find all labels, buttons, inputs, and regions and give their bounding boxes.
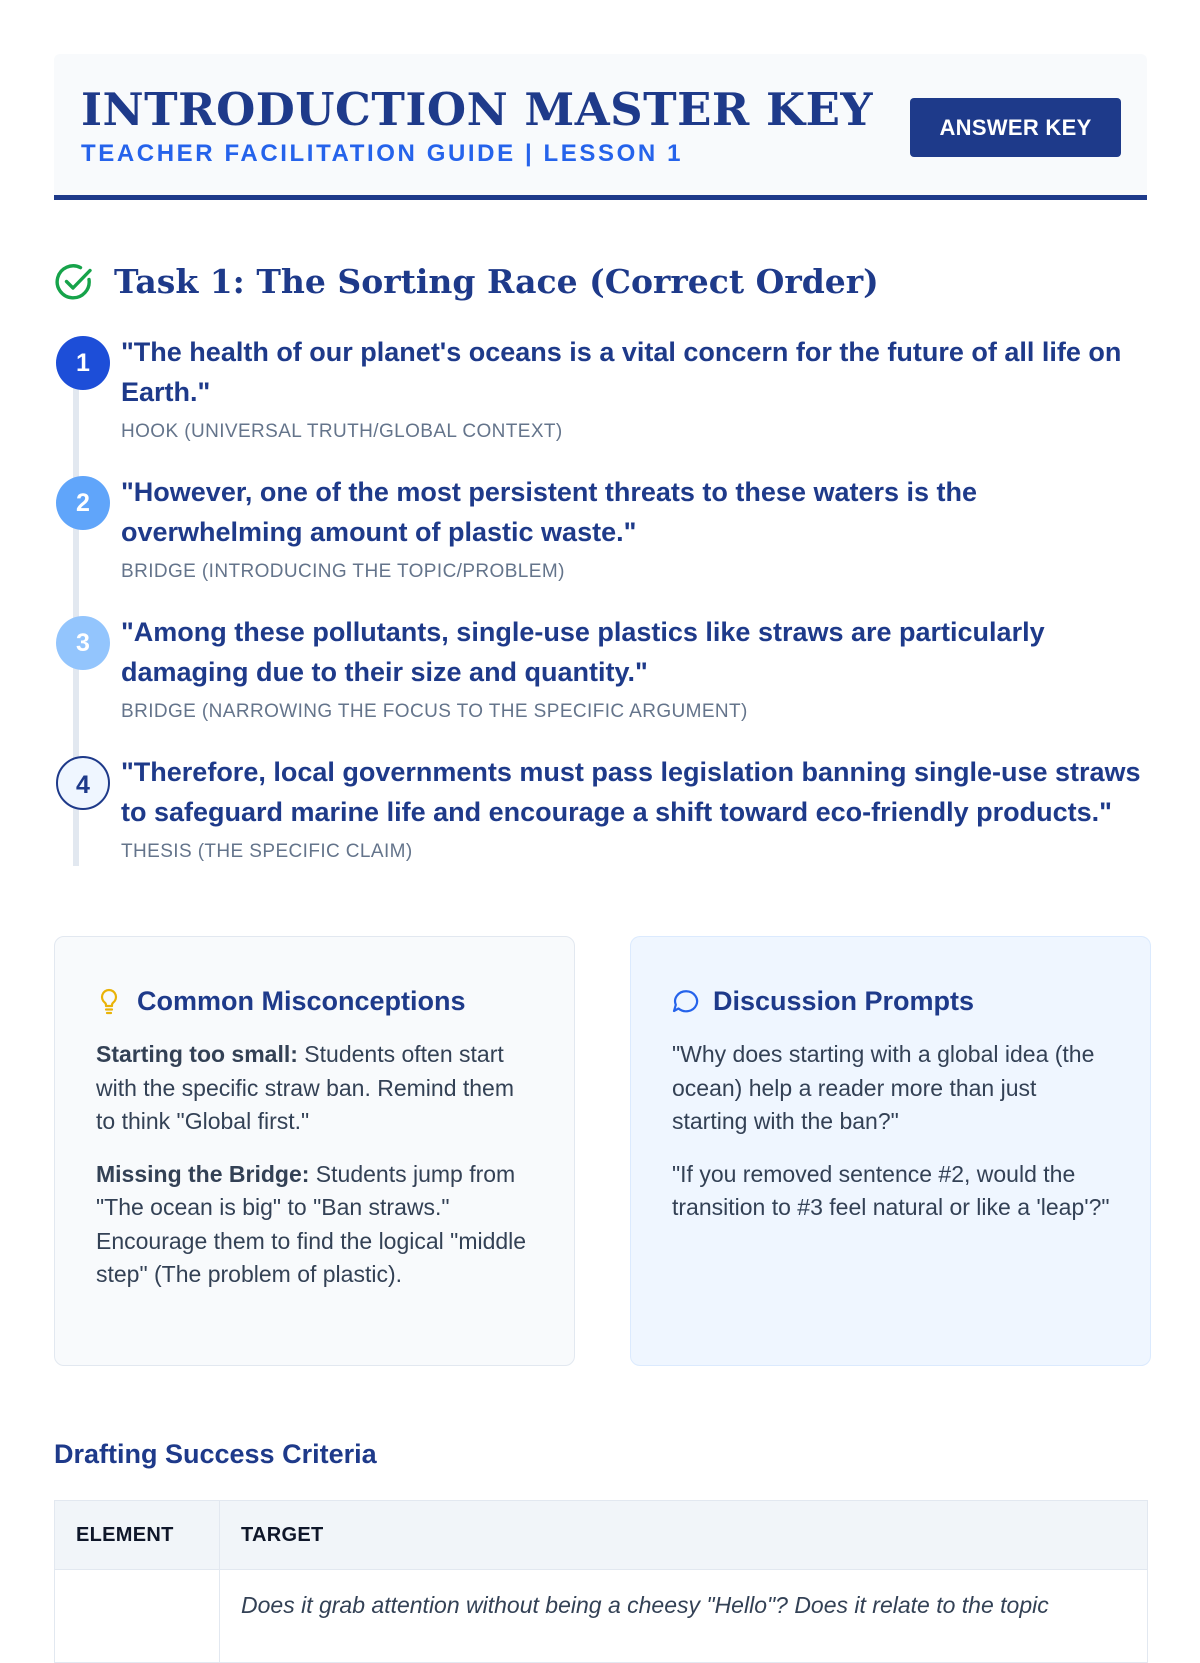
task1-title: Task 1: The Sorting Race (Correct Order) <box>114 262 879 301</box>
check-circle-icon <box>54 262 94 302</box>
discussion-title: Discussion Prompts <box>713 986 975 1016</box>
step-quote: "Therefore, local governments must pass legislation banning single-use straws to safeguard marine life and encourage a shift toward eco-friendly products." <box>121 757 1141 827</box>
page-title: INTRODUCTION MASTER KEY <box>81 83 873 136</box>
discussion-prompt: "Why does starting with a global idea (the ocean) help a reader more than just starting with the ban?" <box>672 1041 1095 1134</box>
cell-target: Does it grab attention without being a cheesy "Hello"? Does it relate to the topic <box>220 1570 1148 1663</box>
criteria-table <box>54 1500 1148 1663</box>
misconceptions-title: Common Misconceptions <box>137 986 466 1016</box>
misconception-text: Students often start with the specific straw ban. Remind them to think "Global first." <box>96 1041 515 1134</box>
misconceptions-body <box>96 1038 536 1311</box>
cell-element <box>55 1570 220 1663</box>
step-quote: "The health of our planet's oceans is a vital concern for the future of all life on Earth." <box>121 337 1122 407</box>
discussion-card <box>630 936 1151 1366</box>
column-header-element: ELEMENT <box>55 1501 220 1570</box>
discussion-prompt: "If you removed sentence #2, would the transition to #3 feel natural or like a 'leap'?" <box>672 1160 1110 1220</box>
misconception-item <box>96 1158 536 1292</box>
step-label: BRIDGE (INTRODUCING THE TOPIC/PROBLEM) <box>121 561 565 582</box>
misconceptions-card <box>54 936 575 1366</box>
answer-key-button[interactable]: ANSWER KEY <box>910 98 1121 157</box>
table-row <box>55 1570 1148 1663</box>
criteria-header-row <box>55 1501 1148 1570</box>
step-number-badge: 4 <box>56 756 110 810</box>
page-subtitle: TEACHER FACILITATION GUIDE | LESSON 1 <box>81 140 684 167</box>
step-label: HOOK (UNIVERSAL TRUTH/GLOBAL CONTEXT) <box>121 421 563 442</box>
misconception-item <box>96 1038 536 1139</box>
step-quote: "Among these pollutants, single-use plastics like straws are particularly damaging due to their size and quantity." <box>121 617 1045 687</box>
step-label: THESIS (THE SPECIFIC CLAIM) <box>121 841 413 862</box>
lightbulb-icon <box>95 987 123 1015</box>
step-number-badge: 2 <box>56 476 110 530</box>
misconception-term: Starting too small: <box>96 1041 298 1067</box>
discussion-body <box>672 1038 1112 1244</box>
chat-bubble-icon <box>671 987 699 1015</box>
misconception-term: Missing the Bridge: <box>96 1160 310 1187</box>
step-label: BRIDGE (NARROWING THE FOCUS TO THE SPECIFIC ARGUMENT) <box>121 701 748 722</box>
column-header-target: TARGET <box>220 1501 1148 1570</box>
misconception-text: Students jump from "The ocean is big" to "Ban straws." Encourage them to find the logical "middle step" (The problem of plastic). <box>96 1160 527 1287</box>
step-number-badge: 1 <box>56 336 110 390</box>
page-header <box>54 54 1147 200</box>
criteria-title: Drafting Success Criteria <box>54 1439 377 1469</box>
step-quote: "However, one of the most persistent threats to these waters is the overwhelming amount of plastic waste." <box>121 477 978 547</box>
step-number-badge: 3 <box>56 616 110 670</box>
